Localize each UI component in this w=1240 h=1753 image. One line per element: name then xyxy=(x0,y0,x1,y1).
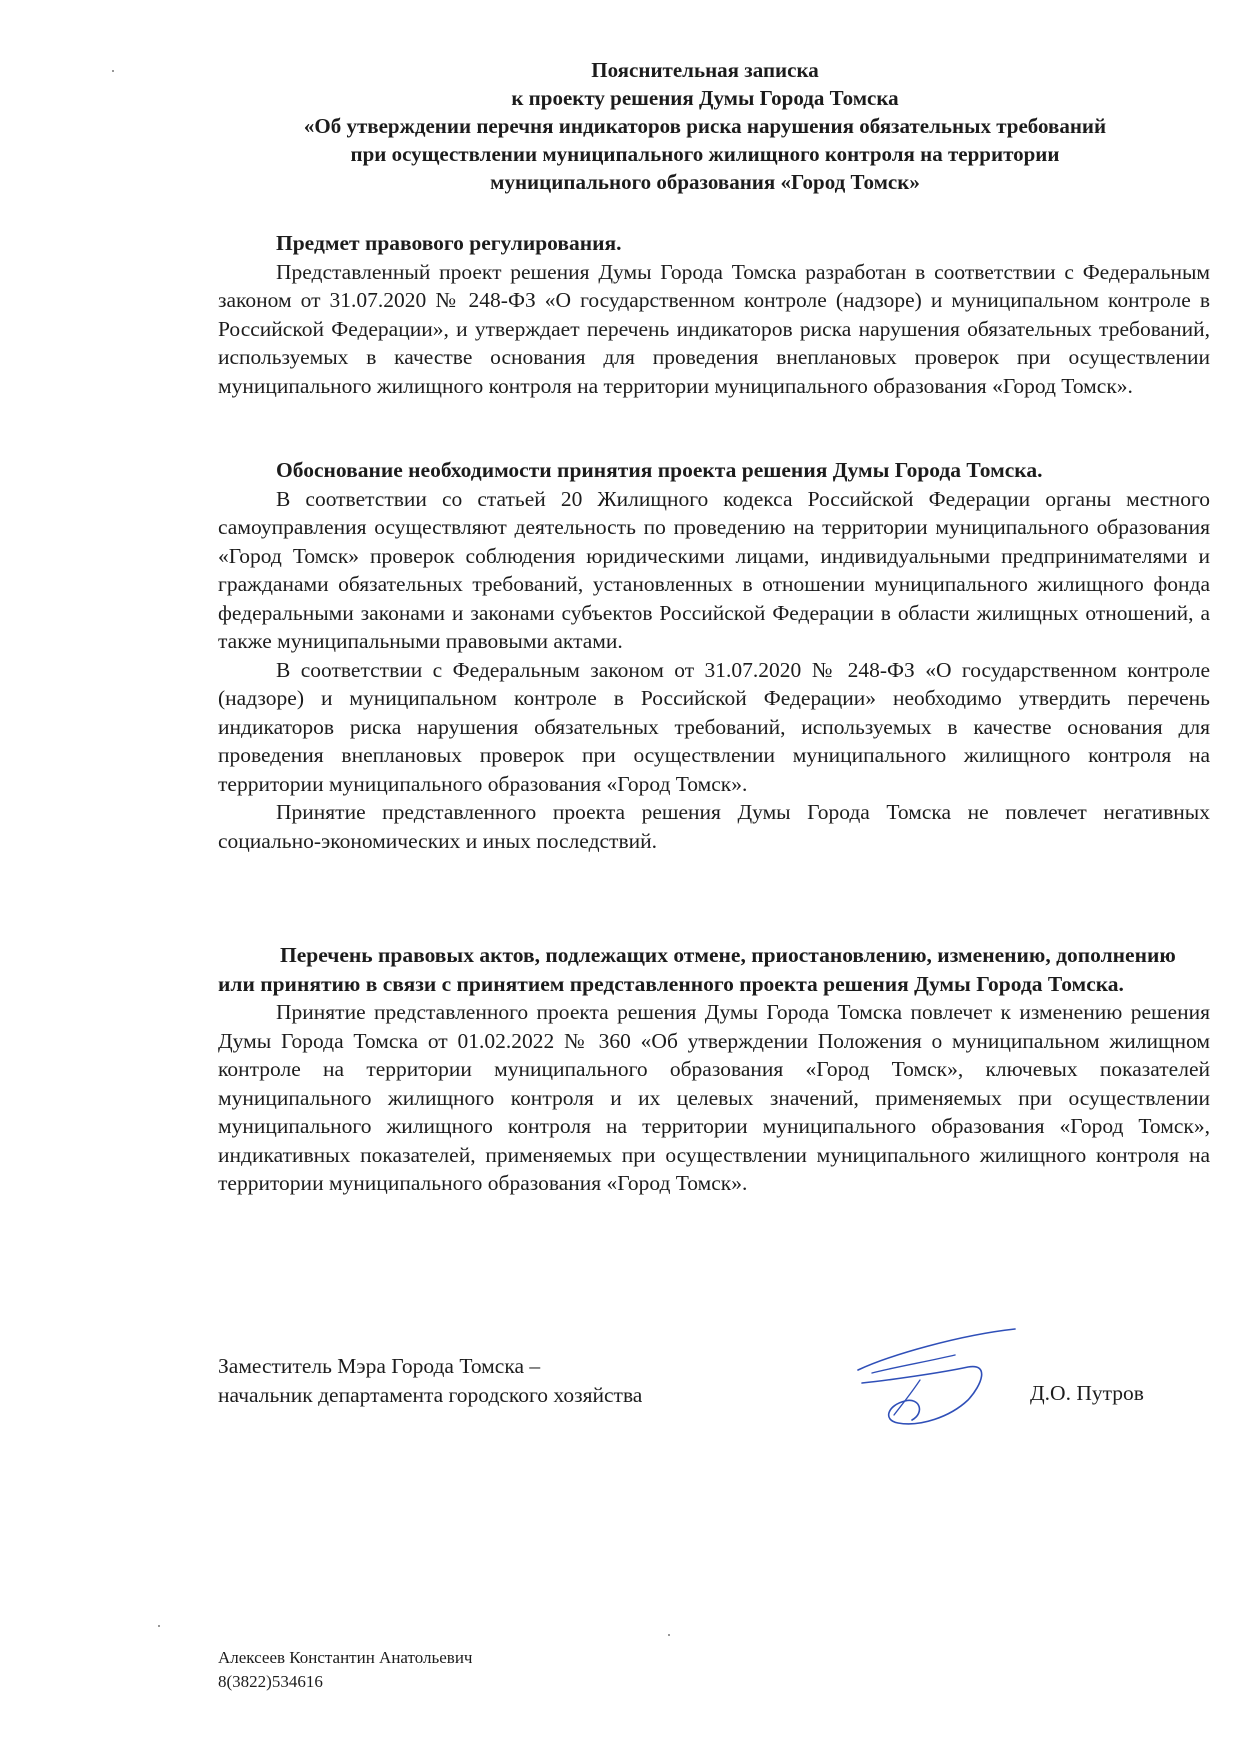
section-paragraph: Принятие представленного проекта решения Думы Города Томска повлечет к изменению решения Думы Города Томска от 01.02.2022 № 360 «Об утверждении Положения о муниципальном жилищном контроле на территории муниципального образования «Город Томск», ключевых показателей муниципального жилищного контроля и их целевых значений, применяемых при осуществлении муниципального жилищного контроля на территории муниципального образования «Город Томск», индикативных показателей, применяемых при осуществлении муниципального жилищного контроля на территории муниципального образования «Город Томск». xyxy=(218,1000,1210,1195)
section-justification xyxy=(218,456,1210,855)
title-line-4: при осуществлении муниципального жилищного контроля на территории xyxy=(350,142,1060,166)
title-line-3: «Об утверждении перечня индикаторов риска нарушения обязательных требований xyxy=(303,114,1107,138)
position-line-2: начальник департамента городского хозяйства xyxy=(218,1383,643,1407)
signatory-name: Д.О. Путров xyxy=(1030,1381,1144,1405)
section-heading: Перечень правовых актов, подлежащих отмене, приостановлению, изменению, дополнению или принятию в связи с принятием представленного проекта решения Думы Города Томска. xyxy=(218,943,1176,996)
section-paragraph: В соответствии с Федеральным законом от 31.07.2020 № 248-ФЗ «О государственном контроле (надзоре) и муниципальном контроле в Российской Федерации» необходимо утвердить перечень индикаторов риска нарушения обязательных требований, используемых в качестве основания для проведения внеплановых проверок при осуществлении муниципального жилищного контроля на территории муниципального образования «Город Томск». xyxy=(218,657,1210,796)
section-subject xyxy=(218,229,1210,400)
title-line-1: Пояснительная записка xyxy=(591,58,819,82)
section-paragraph: В соответствии со статьей 20 Жилищного кодекса Российской Федерации органы местного самоуправления осуществляют деятельность по проведению на территории муниципального образования «Город Томск» проверок соблюдения юридическими лицами, индивидуальными предпринимателями и гражданами обязательных требований, установленных в отношении муниципального жилищного фонда федеральными законами и законами субъектов Российской Федерации в области жилищных отношений, а также муниципальными правовыми актами. xyxy=(218,486,1210,653)
handwritten-signature xyxy=(850,1325,1030,1435)
executor-phone: 8(3822)534616 xyxy=(218,1672,323,1691)
section-paragraph: Представленный проект решения Думы Города Томска разработан в соответствии с Федеральным законом от 31.07.2020 № 248-ФЗ «О государственном контроле (надзоре) и муниципальном контроле в Российской Федерации», и утверждает перечень индикаторов риска нарушения обязательных требований, используемых в качестве основания для проведения внеплановых проверок при осуществлении муниципального жилищного контроля на территории муниципального образования «Город Томск». xyxy=(218,259,1210,398)
executor-contact xyxy=(218,1646,472,1694)
section-heading: Предмет правового регулирования. xyxy=(276,231,622,255)
scan-speck xyxy=(668,1634,670,1636)
title-line-2: к проекту решения Думы Города Томска xyxy=(511,86,899,110)
position-line-1: Заместитель Мэра Города Томска – xyxy=(218,1354,541,1378)
scan-speck xyxy=(158,1625,160,1627)
section-paragraph: Принятие представленного проекта решения Думы Города Томска не повлечет негативных социально-экономических и иных последствий. xyxy=(218,800,1210,853)
signatory-position xyxy=(218,1352,642,1410)
scan-speck xyxy=(112,70,114,72)
section-legal-acts xyxy=(218,941,1210,1198)
document-title xyxy=(200,56,1210,196)
title-line-5: муниципального образования «Город Томск» xyxy=(490,170,920,194)
executor-name: Алексеев Константин Анатольевич xyxy=(218,1648,473,1667)
section-heading: Обоснование необходимости принятия проекта решения Думы Города Томска. xyxy=(276,458,1043,482)
